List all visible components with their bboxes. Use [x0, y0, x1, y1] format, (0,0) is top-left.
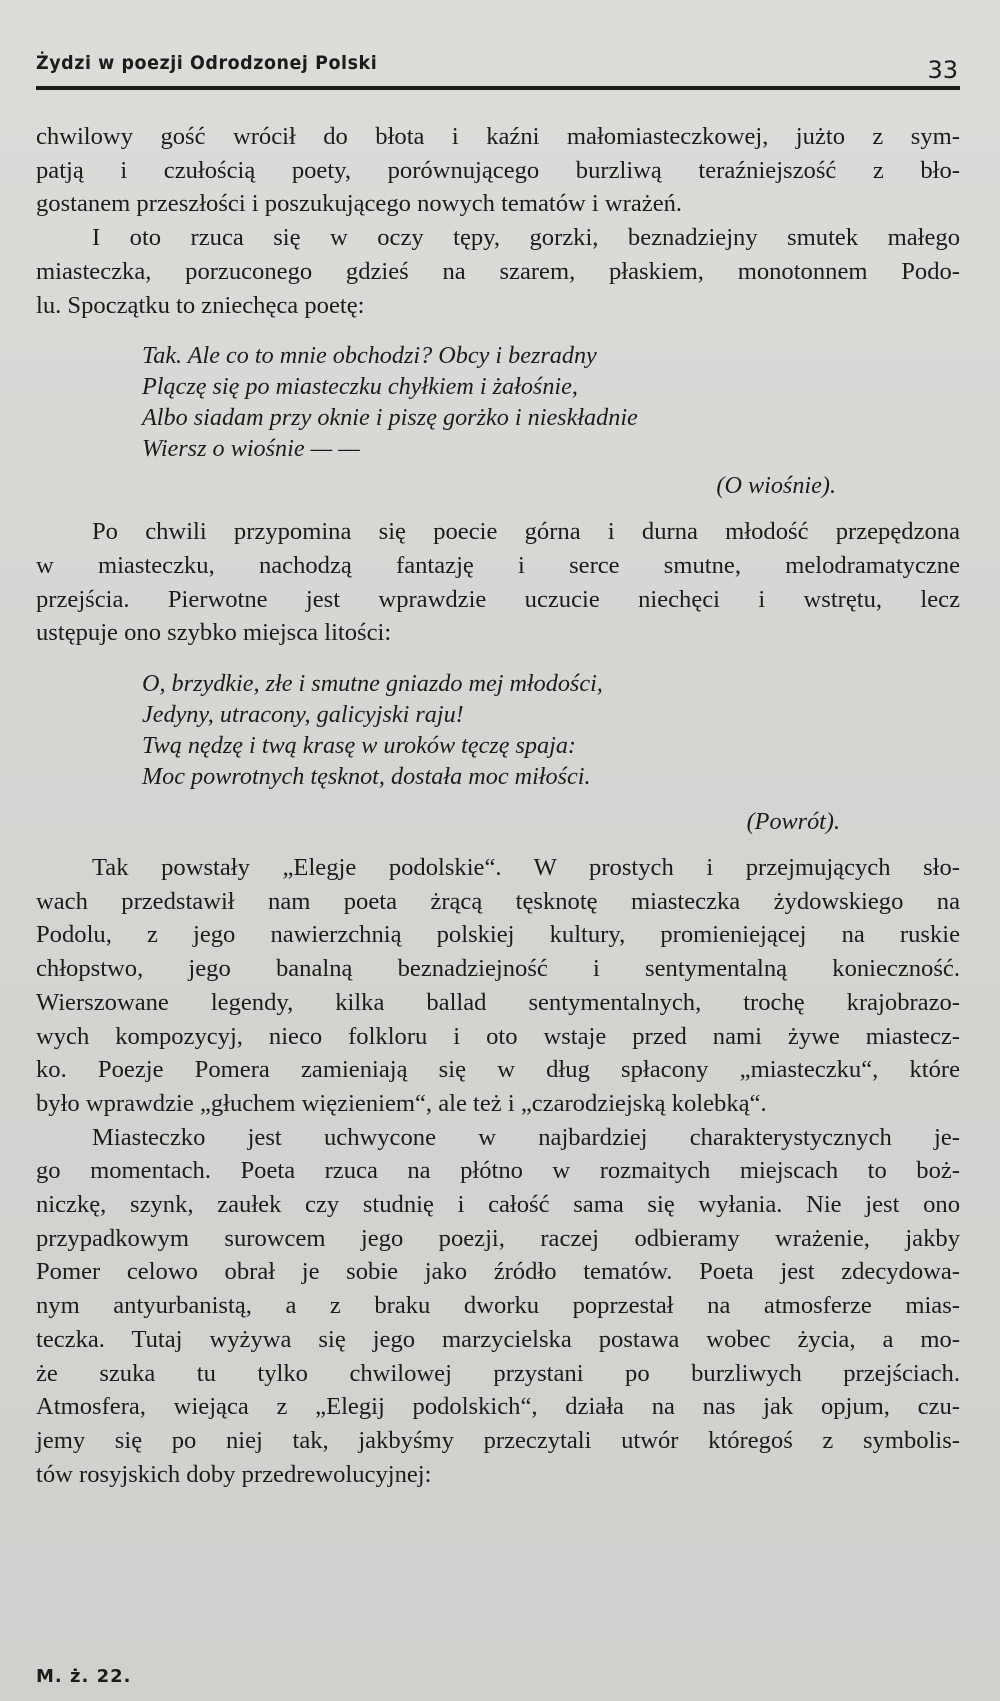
text-line: Wierszowane legendy, kilka ballad sentymentalnych, trochę krajobrazo-: [36, 988, 960, 1016]
text-line: teczka. Tutaj wyżywa się jego marzycielska postawa wobec życia, a mo-: [36, 1325, 960, 1353]
running-head: [36, 42, 960, 86]
text-line: w miasteczku, nachodzą fantazję i serce smutne, melodramatyczne: [36, 551, 960, 579]
text-line: Po chwili przypomina się poecie górna i durna młodość przepędzona: [92, 518, 960, 546]
signature-mark: M. ż. 22.: [36, 1666, 132, 1687]
paragraph-3: [36, 515, 960, 650]
text-line: chwilowy gość wrócił do błota i kaźni małomiasteczkowej, jużto z sym-: [36, 123, 960, 150]
verse-line: Wiersz o wiośnie — —: [142, 435, 360, 463]
text-line: Atmosfera, wiejąca z „Elegij podolskich“, działa na nas jak opjum, czu-: [36, 1393, 960, 1421]
text-line: wych kompozycyj, nieco folkloru i oto wstaje przed nami żywe miastecz-: [36, 1022, 960, 1050]
text-line: ko. Poezje Pomera zamieniają się w dług spłacony „miasteczku“, które: [36, 1056, 960, 1084]
text-line: niczkę, szynk, zaułek czy studnię i całość sama się wyłania. Nie jest ono: [36, 1191, 960, 1219]
text-line: jemy się po niej tak, jakbyśmy przeczytali utwór któregoś z symbolis-: [36, 1426, 960, 1454]
poem-source: (Powrót).: [746, 808, 840, 836]
verse-line: Albo siadam przy oknie i piszę gorżko i nieskładnie: [142, 404, 638, 432]
paragraph-2: [36, 221, 960, 322]
poem-quote-2: [36, 668, 960, 837]
text-line: Miasteczko jest uchwycone w najbardziej charakterystycznych je-: [92, 1123, 960, 1151]
text-line: że szuka tu tylko chwilowej przystani po burzliwych przejściach.: [36, 1359, 960, 1387]
text-line: nym antyurbanistą, a z braku dworku poprzestał na atmosferze mias-: [36, 1292, 960, 1320]
poem-quote-1: [36, 340, 960, 501]
text-line: Podolu, z jego nawierzchnią polskiej kultury, promieniejącej na ruskie: [36, 921, 960, 949]
body-text: [36, 120, 960, 1491]
poem-source: (O wiośnie).: [716, 472, 836, 500]
verse-line: Jedyny, utracony, galicyjski raju!: [142, 701, 464, 729]
text-line: chłopstwo, jego banalną beznadziejność i sentymentalną konieczność.: [36, 955, 960, 983]
verse-line: Tak. Ale co to mnie obchodzi? Obcy i bezradny: [142, 342, 597, 370]
running-title: Żydzi w poezji Odrodzonej Polski: [36, 52, 378, 74]
text-line: gostanem przeszłości i poszukującego nowych tematów i wrażeń.: [36, 190, 683, 218]
text-line: przejścia. Pierwotne jest wprawdzie uczucie niechęci i wstrętu, lecz: [36, 585, 960, 613]
paragraph-1: [36, 120, 960, 221]
header-rule: [36, 86, 960, 90]
verse-line: Twą nędzę i twą krasę w uroków tęczę spaja:: [142, 732, 576, 760]
text-line: tów rosyjskich doby przedrewolucyjnej:: [36, 1460, 432, 1488]
text-line: go momentach. Poeta rzuca na płótno w rozmaitych miejscach to boż-: [36, 1157, 960, 1185]
verse-line: Plączę się po miasteczku chyłkiem i żałośnie,: [142, 373, 578, 401]
text-line: Tak powstały „Elegje podolskie“. W prostych i przejmujących sło-: [92, 854, 960, 882]
text-line: przypadkowym surowcem jego poezji, raczej odbieramy wrażenie, jakby: [36, 1224, 960, 1252]
page-number: 33: [927, 56, 958, 84]
text-line: lu. Spoczątku to zniechęca poetę:: [36, 291, 365, 319]
text-line: Pomer celowo obrał je sobie jako źródło tematów. Poeta jest zdecydowa-: [36, 1258, 960, 1286]
paragraph-5: [36, 1121, 960, 1492]
text-line: wach przedstawił nam poeta żrącą tęsknotę miasteczka żydowskiego na: [36, 887, 960, 915]
text-line: miasteczka, porzuconego gdzieś na szarem, płaskiem, monotonnem Podo-: [36, 257, 960, 285]
verse-line: Moc powrotnych tęsknot, dostała moc miłości.: [142, 763, 591, 791]
verse-line: O, brzydkie, złe i smutne gniazdo mej młodości,: [142, 670, 603, 698]
text-line: I oto rzuca się w oczy tępy, gorzki, beznadziejny smutek małego: [92, 224, 960, 252]
text-line: patją i czułością poety, porównującego burzliwą teraźniejszość z bło-: [36, 156, 960, 184]
text-line: ustępuje ono szybko miejsca litości:: [36, 619, 392, 647]
text-line: było wprawdzie „głuchem więzieniem“, ale też i „czarodziejską kolebką“.: [36, 1089, 767, 1117]
paragraph-4: [36, 851, 960, 1121]
